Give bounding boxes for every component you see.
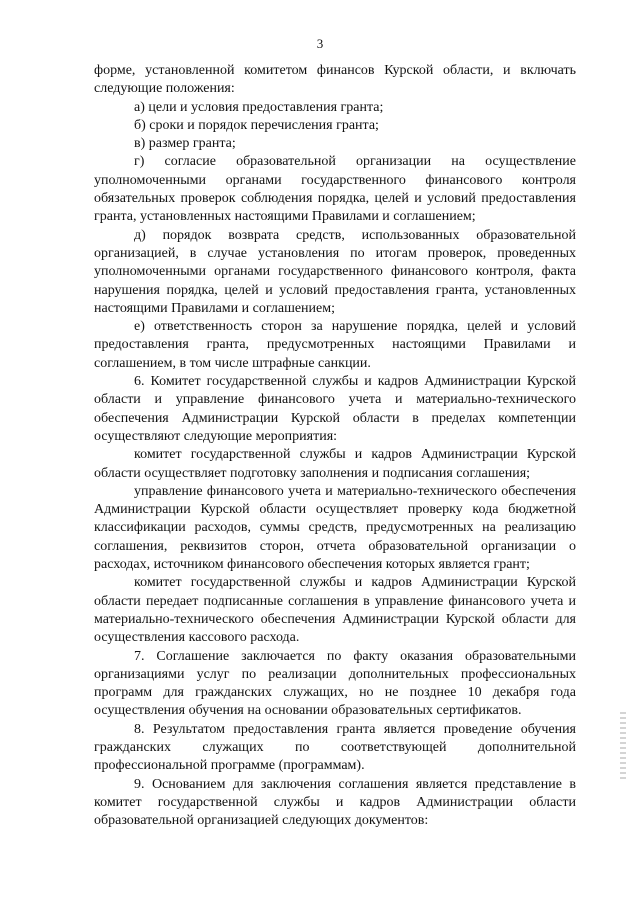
section-6-committee-transfer: комитет государственной службы и кадров Администрации Курской области передает подписанные соглашения в управление финансового учета и материально-технического обеспечения Администрации Курской области для осуществления кассового расхода.: [94, 575, 576, 646]
scan-margin-mark: [620, 712, 626, 782]
section-6-committee-duty: комитет государственной службы и кадров Администрации Курской области осуществляет подготовку заполнения и подписания соглашения;: [94, 447, 576, 481]
paragraph-intro-continuation: форме, установленной комитетом финансов Курской области, и включать следующие положения:: [94, 63, 576, 97]
list-item-g: г) согласие образовательной организации на осуществление уполномоченными органами государственного финансового контроля обязательных проверок соблюдения порядка, целей и условий предоставления гранта, установленных настоящими Правилами и соглашением;: [94, 154, 576, 225]
section-9-paragraph: 9. Основанием для заключения соглашения является представление в комитет государственной службы и кадров Администрации области образовательной организацией следующих документов:: [94, 776, 576, 829]
list-item-e: е) ответственность сторон за нарушение порядка, целей и условий предоставления гранта, предусмотренных настоящими Правилами и соглашением, в том числе штрафные санкции.: [94, 319, 576, 371]
section-8-paragraph: 8. Результатом предоставления гранта является проведение обучения гражданских служащих по соответствующей дополнительной профессиональной программе (программам).: [94, 721, 576, 774]
page-number: 3: [316, 36, 324, 51]
list-item-a: а) цели и условия предоставления гранта;: [134, 99, 384, 115]
list-item-v: в) размер гранта;: [134, 136, 236, 152]
section-6-finance-duty: управление финансового учета и материально-технического обеспечения Администрации Курской области осуществляет проверку кода бюджетной классификации расходов, суммы средств, предусмотренных на реализацию соглашения, реквизитов сторон, отчета образовательной организации о расходах, источником финансового обеспечения которых является грант;: [94, 483, 576, 573]
list-item-d: д) порядок возврата средств, использованных образовательной организацией, в случае установления по итогам проверок, проведенных уполномоченными органами государственного финансового контроля, факта нарушения порядка, целей и условий предоставления гранта, установленных настоящими Правилами и соглашением;: [94, 227, 576, 316]
document-body: [94, 62, 576, 830]
list-item-b: б) сроки и порядок перечисления гранта;: [134, 117, 379, 133]
section-7-paragraph: 7. Соглашение заключается по факту оказания образовательными организациями услуг по реализации дополнительных профессиональных программ для гражданских служащих, но не позднее 10 декабря года осуществления обучения на основании образовательных сертификатов.: [94, 648, 576, 719]
section-6-paragraph: 6. Комитет государственной службы и кадров Администрации Курской области и управление финансового учета и материально-технического обеспечения Администрации Курской области в пределах компетенции осуществляют следующие мероприятия:: [94, 374, 576, 444]
